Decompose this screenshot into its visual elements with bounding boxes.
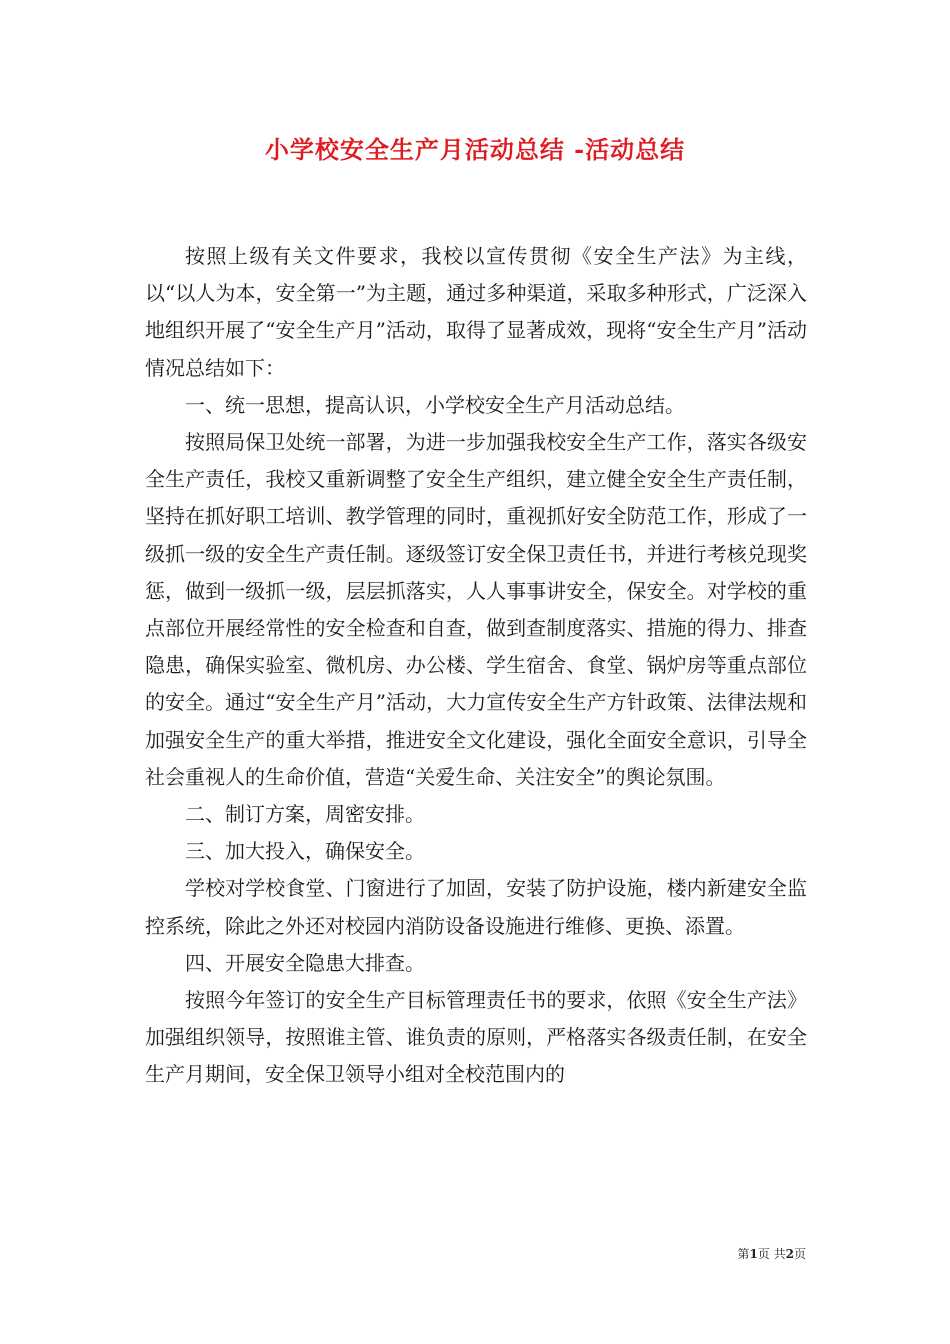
paragraph-intro: 按照上级有关文件要求，我校以宣传贯彻《安全生产法》为主线，以“以人为本，安全第一”为主题，通过多种渠道，采取多种形式，广泛深入地组织开展了“安全生产月”活动，取得了显著成效，现将“安全生产月”活动情况总结如下： (145, 244, 807, 380)
footer-middle: 页 共 (757, 1247, 786, 1261)
page-number-footer (0, 1246, 806, 1262)
total-page-number: 2 (785, 1247, 794, 1261)
current-page-number: 1 (749, 1247, 758, 1261)
section-heading-4: 四、开展安全隐患大排查。 (185, 950, 425, 975)
section-heading-2: 二、制订方案，周密安排。 (185, 802, 425, 827)
paragraph-section-1: 按照局保卫处统一部署，为进一步加强我校安全生产工作，落实各级安全生产责任，我校又重新调整了安全生产组织，建立健全安全生产责任制，坚持在抓好职工培训、教学管理的同时，重视抓好安全防范工作，形成了一级抓一级的安全生产责任制。逐级签订安全保卫责任书，并进行考核兑现奖惩，做到一级抓一级，层层抓落实，人人事事讲安全，保安全。对学校的重点部位开展经常性的安全检查和自查，做到查制度落实、措施的得力、排查隐患，确保实验室、微机房、办公楼、学生宿舍、食堂、锅炉房等重点部位的安全。通过“安全生产月”活动，大力宣传安全生产方针政策、法律法规和加强安全生产的重大举措，推进安全文化建设，强化全面安全意识，引导全社会重视人的生命价值，营造“关爱生命、关注安全”的舆论氛围。 (145, 430, 807, 789)
footer-suffix: 页 (793, 1247, 806, 1261)
section-heading-3: 三、加大投入，确保安全。 (185, 839, 425, 864)
paragraph-section-4: 按照今年签订的安全生产目标管理责任书的要求，依照《安全生产法》加强组织领导，按照谁主管、谁负责的原则，严格落实各级责任制，在安全生产月期间，安全保卫领导小组对全校范围内的 (145, 988, 807, 1087)
document-title: 小学校安全生产月活动总结 -活动总结 (264, 135, 686, 164)
paragraph-section-3: 学校对学校食堂、门窗进行了加固，安装了防护设施，楼内新建安全监控系统，除此之外还对校园内消防设备设施进行维修、更换、添置。 (145, 876, 807, 938)
section-heading-1: 一、统一思想，提高认识，小学校安全生产月活动总结。 (185, 392, 685, 417)
footer-prefix: 第 (737, 1247, 750, 1261)
document-body (145, 238, 807, 1094)
